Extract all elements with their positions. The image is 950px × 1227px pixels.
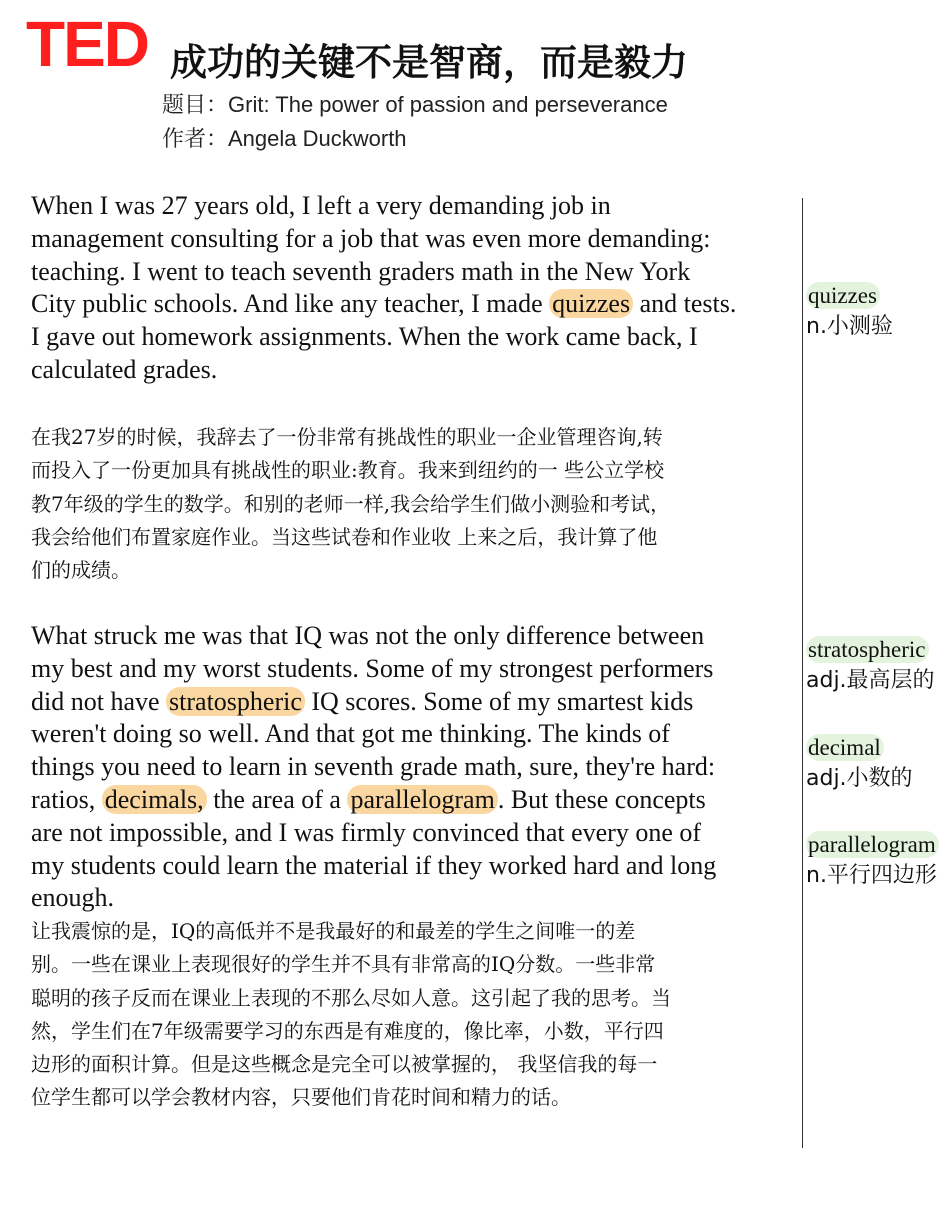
- text-line: calculated grades.: [31, 354, 218, 384]
- text-line: teaching. I went to teach seventh graders math in the New York: [31, 256, 691, 286]
- vocab-entry-decimal: [806, 734, 913, 795]
- text-line: [31, 784, 801, 817]
- english-paragraph-1: [31, 190, 801, 387]
- vocab-entry-stratospheric: [806, 636, 935, 697]
- vocab-definition: n.小测验: [806, 314, 893, 339]
- text-line: I gave out homework assignments. When the work came back, I: [31, 322, 698, 352]
- text-segment: . But these concepts: [497, 784, 706, 814]
- highlighted-word-parallelogram: parallelogram: [347, 785, 497, 814]
- text-segment: City public schools. And like any teacher, I made: [31, 289, 550, 319]
- vocab-entry-quizzes: [806, 282, 893, 343]
- talk-author: 作者：Angela Duckworth: [162, 126, 407, 151]
- text-line: 然，学生们在7年级需要学习的东西是有难度的，像比率，小数，平行四: [31, 1018, 664, 1043]
- chinese-paragraph-1: [31, 421, 801, 587]
- vocab-word: stratospheric: [806, 636, 929, 663]
- text-segment: did not have: [31, 686, 167, 716]
- vocab-word: decimal: [806, 734, 884, 761]
- talk-subject: 题目：Grit: The power of passion and perseverance: [162, 92, 668, 117]
- text-line: 位学生都可以学会教材内容，只要他们肯花时间和精力的话。: [31, 1085, 571, 1110]
- text-line: weren't doing so well. And that got me thinking. The kinds of: [31, 719, 670, 749]
- text-line: [31, 686, 801, 719]
- vocab-word: quizzes: [806, 282, 880, 309]
- text-line: my students could learn the material if they worked hard and long: [31, 850, 717, 880]
- column-divider: [802, 198, 803, 1148]
- vocab-entry-parallelogram: [806, 831, 946, 892]
- english-paragraph-2: [31, 620, 801, 915]
- text-line: When I was 27 years old, I left a very demanding job in: [31, 191, 611, 220]
- text-line: [31, 288, 801, 321]
- text-line: 们的成绩。: [31, 558, 131, 583]
- text-line: 别。一些在课业上表现很好的学生并不具有非常高的IQ分数。一些非常: [31, 952, 656, 977]
- text-line: 边形的面积计算。但是这些概念是完全可以被掌握的， 我坚信我的每一: [31, 1052, 658, 1077]
- highlighted-word-decimals: decimals,: [102, 785, 207, 814]
- text-line: What struck me was that IQ was not the only difference between: [31, 621, 705, 650]
- vocab-definition: n.平行四边形: [806, 863, 937, 888]
- text-line: 而投入了一份更加具有挑战性的职业:教育。我来到纽约的一 些公立学校: [31, 458, 665, 483]
- chinese-paragraph-2: [31, 915, 801, 1115]
- text-line: 我会给他们布置家庭作业。当这些试卷和作业收 上来之后，我计算了他: [31, 524, 658, 549]
- text-line: management consulting for a job that was even more demanding:: [31, 223, 711, 253]
- text-segment: and tests.: [633, 289, 737, 319]
- text-segment: IQ scores. Some of my smartest kids: [304, 686, 694, 716]
- vocab-definition: adj.小数的: [806, 766, 913, 791]
- text-line: 让我震惊的是，IQ的高低并不是我最好的和最差的学生之间唯一的差: [31, 919, 636, 943]
- text-line: 教7年级的学生的数学。和别的老师一样,我会给学生们做小测验和考试，: [31, 491, 671, 516]
- highlighted-word-quizzes: quizzes: [549, 289, 633, 318]
- text-line: my best and my worst students. Some of my strongest performers: [31, 653, 714, 683]
- text-segment: the area of a: [206, 784, 348, 814]
- ted-logo: TED: [26, 8, 148, 80]
- page-title: 成功的关键不是智商，而是毅力: [170, 41, 688, 84]
- text-line: 在我27岁的时候，我辞去了一份非常有挑战性的职业一企业管理咨询,转: [31, 425, 663, 449]
- vocab-word: parallelogram: [806, 831, 939, 858]
- text-line: things you need to learn in seventh grade math, sure, they're hard:: [31, 752, 716, 782]
- text-line: 聪明的孩子反而在课业上表现的不那么尽如人意。这引起了我的思考。当: [31, 985, 671, 1010]
- vocab-definition: adj.最高层的: [806, 668, 935, 693]
- text-segment: ratios,: [31, 784, 102, 814]
- text-line: are not impossible, and I was firmly convinced that every one of: [31, 817, 702, 847]
- highlighted-word-stratospheric: stratospheric: [166, 687, 305, 716]
- text-line: enough.: [31, 883, 115, 913]
